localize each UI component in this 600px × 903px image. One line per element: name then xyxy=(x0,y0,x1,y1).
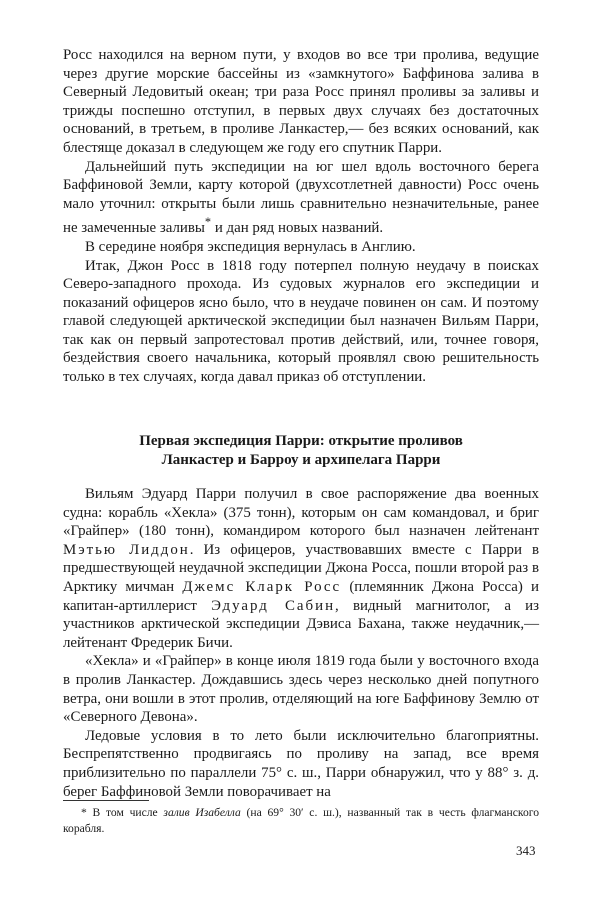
footnote-text-a: * В том числе xyxy=(81,806,164,819)
footnote-italic: залив Изабелла xyxy=(163,806,241,819)
paragraph-3: В середине ноября экспедиция вернулась в Англию. xyxy=(85,238,416,255)
paragraph-7: Ледовые условия в то лето были исключительно благоприятны. Беспрепятственно продвигаясь по проливу на запад, все время приблизительно по параллели 75° с. ш., Парри обнаружил, что у 88° з. д. берег Баффиновой Земли поворачивает на xyxy=(63,727,539,800)
section-heading-line-2: Ланкастер и Барроу и архипелага Парри xyxy=(161,452,441,468)
paragraph-4: Итак, Джон Росс в 1818 году потерпел полную неудачу в поисках Северо-западного прохода. Из судовых журналов его экспедиции и показаний офицеров ясно было, что в неудаче повинен он сам. И поэтому главой следующей арктической экспедиции был назначен Вильям Парри, так как он первый запротестовал против действий, или, точнее говоря, бездействия своего начальника, который проявлял свою решительность только в тех случаях, когда давал приказ об отступлении. xyxy=(63,257,539,386)
paragraph-5 xyxy=(63,485,539,652)
person-name-ross: Джемс Кларк Росс xyxy=(182,578,342,595)
text-block-top xyxy=(63,46,539,387)
text-block-bottom xyxy=(63,485,539,801)
footnote xyxy=(63,805,539,836)
person-name-sabin: Эдуард Сабин xyxy=(211,597,336,614)
paragraph-5-text-c: (племянник Джона Росса) и капитан-артиллерист xyxy=(63,578,539,614)
paragraph-1: Росс находился на верном пути, у входов во все три пролива, ведущие через другие морские бассейны из «замкнутого» Баффинова залива в Северный Ледовитый океан; три раза Росс принял проливы за заливы и трижды поспешно отступил, в первых двух случаях без достаточных оснований, в третьем, в проливе Ланкастер,— без всяких оснований, как блестяще доказал в следующем же году его спутник Парри. xyxy=(63,47,539,156)
person-name-beechey: Фредерик Бичи xyxy=(130,634,230,651)
footnote-marker: * xyxy=(204,215,212,230)
footnote-divider xyxy=(63,800,149,801)
section-heading xyxy=(63,432,539,470)
section-heading-line-1: Первая экспедиция Парри: открытие проливов xyxy=(139,433,463,449)
paragraph-6: «Хекла» и «Грайпер» в конце июля 1819 года были у восточного входа в пролив Ланкастер. Дождавшись здесь через несколько дней попутного ветра, они вошли в этот пролив, отделяющий на юге Баффинову Землю от «Северного Девона». xyxy=(63,653,539,726)
person-name-liddon: Мэтью Лиддон xyxy=(63,541,190,558)
footnote-text-b: (на 69° 30′ с. ш.), названный так в честь флагманского корабля. xyxy=(63,806,539,835)
paragraph-5-text-a: Вильям Эдуард Парри получил в свое распоряжение два военных судна: корабль «Хекла» (375 тонн), которым он сам командовал, и бриг «Грайпер» (180 тонн), командиром которого был назначен лейтенант xyxy=(63,486,539,540)
page-number: 343 xyxy=(516,843,536,858)
paragraph-2-text-b: и дан ряд новых названий. xyxy=(211,220,384,237)
paragraph-2 xyxy=(63,158,539,238)
paragraph-2-text-a: Дальнейший путь экспедиции на юг шел вдоль восточного берега Баффиновой Земли, карту которой (двухсотлетней давности) Росс очень мало уточнил: открыты были лишь сравнительно незначительные, ранее не замеченные заливы xyxy=(63,158,539,237)
paragraph-5-text-d: , видный магнитолог, а из участников арктической экспедиции Дэвиса Бахана, также неудачник,— лейтенант xyxy=(63,597,539,651)
paragraph-5-text-e: . xyxy=(229,634,233,651)
paragraph-5-text-b: . Из офицеров, участвовавших вместе с Парри в предшествующей неудачной экспедиции Джона Росса, пошли второй раз в Арктику мичман xyxy=(63,541,540,595)
